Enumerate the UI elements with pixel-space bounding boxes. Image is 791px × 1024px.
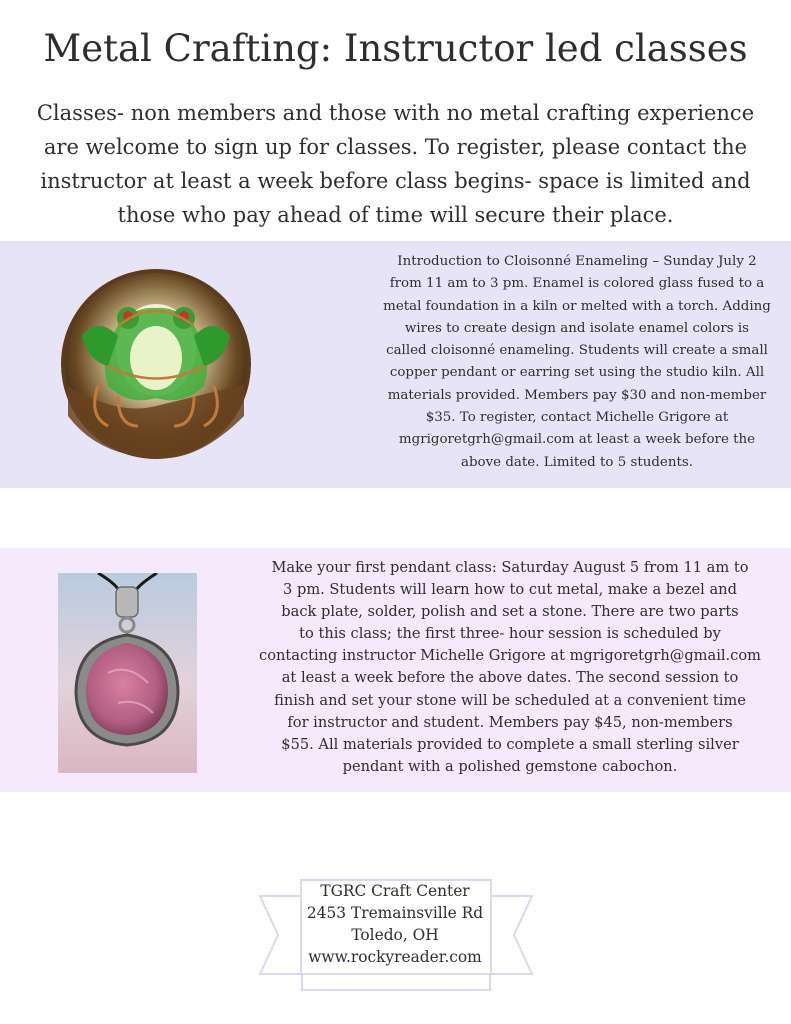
class-line: pendant with a polished gemstone cabochon. (342, 757, 678, 775)
address-line: Toledo, OH (351, 926, 439, 944)
cloisonne-frog-pendant-image (58, 266, 254, 462)
class-line: Make your first pendant class: Saturday August 5 from 11 am to (271, 559, 749, 576)
address-line: 2453 Tremainsville Rd (306, 904, 484, 922)
class-line: mgrigoretgrh@gmail.com at least a week before the (398, 432, 756, 448)
class-line: to this class; the first three- hour session is scheduled by (299, 625, 721, 643)
class-line: for instructor and student. Members pay $45, non-members (287, 713, 733, 731)
class-line: from 11 am to 3 pm. Enamel is colored glass fused to a (389, 276, 765, 292)
intro-line: instructor at least a week before class begins- space is limited and (40, 169, 751, 193)
intro-line: Classes- non members and those with no metal crafting experience (36, 101, 755, 125)
class-line: finish and set your stone will be scheduled at a convenient time (274, 691, 746, 709)
pink-gemstone-silver-pendant-image (58, 573, 197, 773)
class-section-pendant (0, 548, 791, 792)
class-line: back plate, solder, polish and set a stone. There are two parts (281, 603, 739, 621)
intro-paragraph (24, 96, 767, 232)
intro-line: those who pay ahead of time will secure their place. (117, 203, 674, 227)
class-line: 3 pm. Students will learn how to cut metal, make a bezel and (283, 581, 737, 599)
class-line: at least a week before the above dates. The second session to (281, 669, 739, 687)
class-line: contacting instructor Michelle Grigore at mgrigoretgrh@gmail.com (259, 647, 761, 665)
page-title: Metal Crafting: Instructor led classes (43, 27, 748, 70)
website-link[interactable]: www.rockyreader.com (308, 948, 482, 966)
class-line: copper pendant or earring set using the studio kiln. All (389, 365, 765, 381)
intro-line: are welcome to sign up for classes. To register, please contact the (43, 135, 748, 159)
class-line: materials provided. Members pay $30 and non-member (387, 387, 767, 403)
class-line: Introduction to Cloisonné Enameling – Sunday July 2 (397, 254, 757, 269)
address-block (301, 880, 489, 968)
class-description-cloisonne (372, 251, 782, 474)
class-line: metal foundation in a kiln or melted with a torch. Adding (383, 298, 771, 314)
class-line: called cloisonné enameling. Students will create a small (386, 343, 768, 359)
class-description-pendant (246, 557, 774, 778)
address-line: TGRC Craft Center (320, 882, 470, 900)
class-line: above date. Limited to 5 students. (460, 454, 693, 470)
class-section-cloisonne (0, 241, 791, 488)
class-line: $35. To register, contact Michelle Grigore at (425, 410, 729, 426)
class-line: $55. All materials provided to complete a small sterling silver (281, 735, 739, 753)
class-line: wires to create design and isolate enamel colors is (404, 320, 750, 336)
